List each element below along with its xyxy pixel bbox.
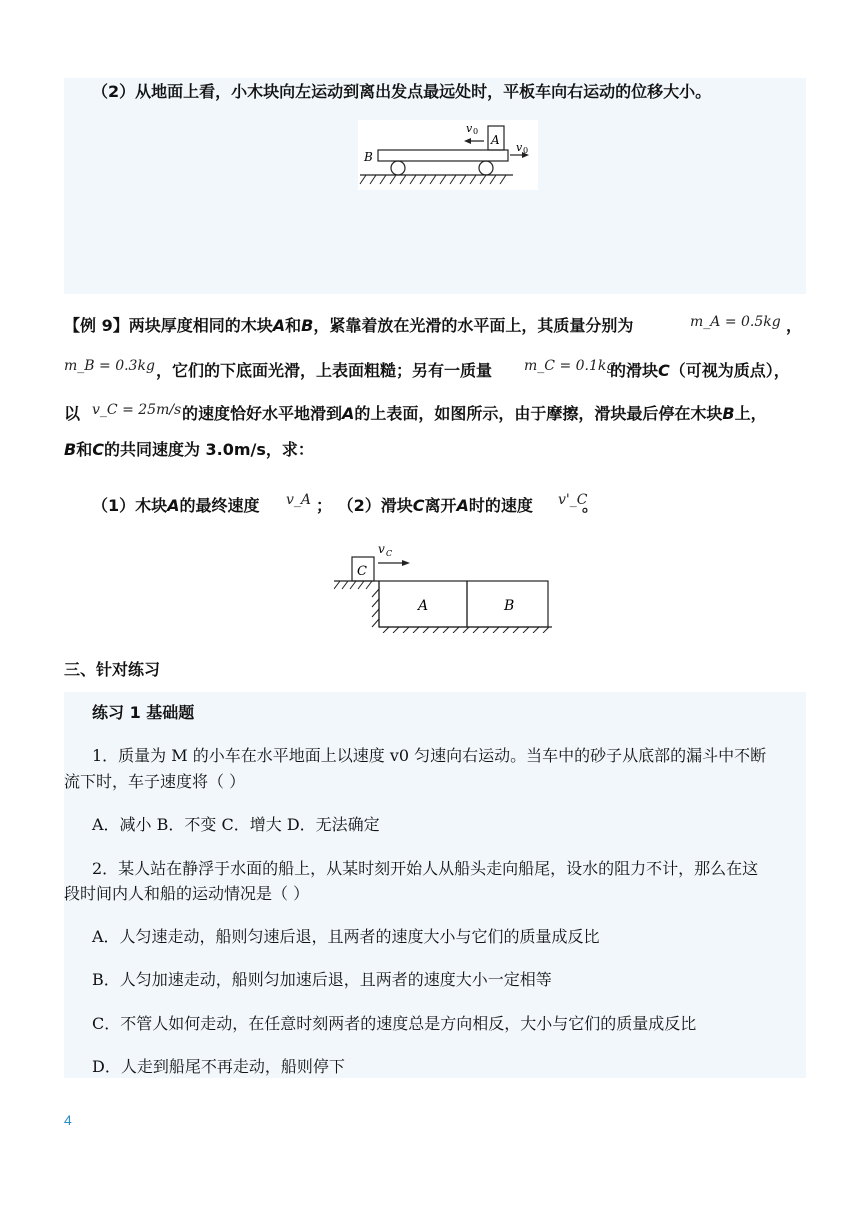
example-tag: 【例 9】 <box>64 316 129 335</box>
problem-2-option-b: B．人匀加速走动，船则匀加速后退，且两者的速度大小一定相等 <box>92 970 552 989</box>
block-a-label: A <box>491 133 500 147</box>
section-title: 三、针对练习 <box>64 660 161 679</box>
block-c-label: C <box>357 564 367 579</box>
problem-2-option-d: D．人走到船尾不再走动，船则停下 <box>92 1057 345 1076</box>
formula-vC: v_C = 25m/s <box>92 402 182 418</box>
vc-sub: C <box>386 549 393 558</box>
formula-mB: m_B = 0.3kg <box>64 358 155 374</box>
v0-label-top: v <box>466 122 473 135</box>
problem-2-line-2: 段时间内人和船的运动情况是（ ） <box>64 884 310 903</box>
block-a-label: A <box>418 598 429 614</box>
problem-2-option-c: C．不管人如何走动，在任意时刻两者的速度总是方向相反，大小与它们的质量成反比 <box>92 1014 697 1033</box>
problem-2-line-1: 2．某人站在静浮于水面的船上，从某时刻开始人从船头走向船尾，设水的阻力不计，那么在这 <box>92 859 759 878</box>
page-number: 4 <box>64 1112 72 1128</box>
v0-sub-top: 0 <box>473 127 479 136</box>
example-9-line-1: 【例 9】两块厚度相同的木块A和B，紧靠着放在光滑的水平面上，其质量分别为 <box>64 316 634 335</box>
formula-mA: m_A = 0.5kg <box>690 314 781 330</box>
question-2: （2）从地面上看，小木块向左运动到离出发点最远处时，平板车向右运动的位移大小。 <box>92 82 712 101</box>
problem-2-option-a: A．人匀速走动，船则匀速后退，且两者的速度大小与它们的质量成反比 <box>92 927 600 946</box>
formula-vA: v_A <box>286 492 312 508</box>
problem-1-line-2: 流下时，车子速度将（ ） <box>64 772 246 791</box>
plank-b-label: B <box>364 150 373 164</box>
v0-sub-right: 0 <box>523 146 529 155</box>
vc-label: v <box>378 543 385 556</box>
practice-title: 练习 1 基础题 <box>92 703 195 722</box>
figure-cart-block <box>358 120 538 190</box>
example-9-line-2: ，它们的下底面光滑，上表面粗糙；另有一质量 <box>156 361 493 380</box>
problem-1-line-1: 1．质量为 M 的小车在水平地面上以速度 v0 匀速向右运动。当车中的砂子从底部的漏斗中不断 <box>92 746 767 765</box>
example-9-line-3: 的速度恰好水平地滑到A的上表面，如图所示，由于摩擦，滑块最后停在木块B上， <box>182 404 767 423</box>
formula-vC-prime: v'_C <box>558 492 588 508</box>
example-9-subquestions: （1）木块A的最终速度 <box>92 496 260 515</box>
example-9-line-3a: 以 <box>64 404 81 423</box>
example-9-line-4: B和C的共同速度为 3.0m/s，求： <box>64 440 314 459</box>
formula-mC: m_C = 0.1kg <box>524 358 616 374</box>
block-b-label: B <box>504 598 515 614</box>
problem-1-options: A．减小 B．不变 C．增大 D．无法确定 <box>92 815 380 834</box>
figure-blocks-abc <box>334 543 560 633</box>
v0-label-right: v <box>516 141 523 154</box>
